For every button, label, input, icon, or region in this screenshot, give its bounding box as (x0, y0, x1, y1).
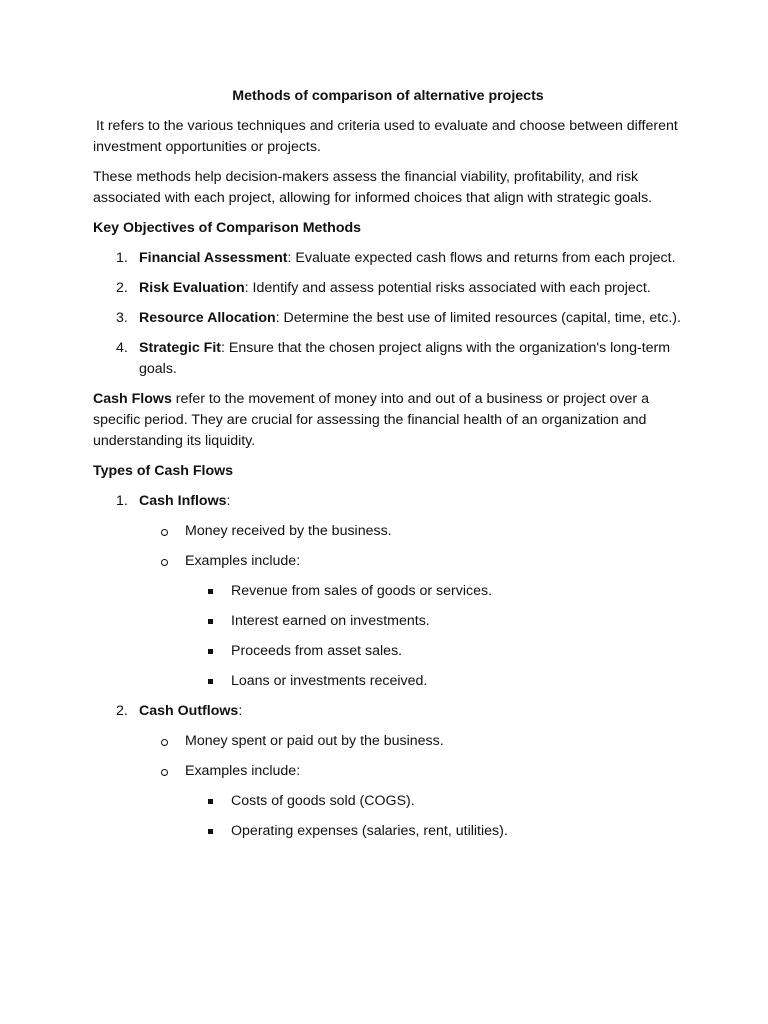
example-item (185, 611, 683, 632)
list-number: 2. (116, 703, 128, 719)
list-number: 4. (116, 340, 128, 356)
cashflows-paragraph (93, 389, 683, 452)
example-item (185, 581, 683, 602)
example-item (185, 671, 683, 692)
circle-bullet-icon (161, 769, 168, 776)
square-bullet-icon (208, 649, 213, 654)
sublist-text: Money spent or paid out by the business. (185, 733, 444, 749)
objective-text: : Ensure that the chosen project aligns with the organization's long-term goals. (139, 340, 671, 377)
sublist-text: Examples include: (185, 763, 301, 779)
cashflows-term: Cash Flows (93, 391, 172, 407)
objective-item (93, 278, 683, 299)
inflows-examples-list (185, 581, 683, 692)
cashflows-text: refer to the movement of money into and out of a business or project over a specific period. They are crucial for assessing the financial health of an organization and understanding its liquidity. (93, 391, 649, 449)
objective-item (93, 338, 683, 380)
objectives-list (93, 248, 683, 380)
sublist-item (139, 521, 683, 542)
square-bullet-icon (208, 799, 213, 804)
example-text: Costs of goods sold (COGS). (231, 793, 415, 809)
example-text: Loans or investments received. (231, 673, 428, 689)
objective-term: Resource Allocation (139, 310, 276, 326)
list-number: 2. (116, 280, 128, 296)
sublist-text: Money received by the business. (185, 523, 392, 539)
type-colon: : (238, 703, 243, 719)
objectives-heading: Key Objectives of Comparison Methods (93, 220, 362, 236)
example-text: Proceeds from asset sales. (231, 643, 403, 659)
objective-term: Strategic Fit (139, 340, 221, 356)
example-text: Operating expenses (salaries, rent, utilities). (231, 823, 508, 839)
objective-text: : Evaluate expected cash flows and returns from each project. (287, 250, 676, 266)
inflows-sublist (139, 521, 683, 692)
objective-text: : Determine the best use of limited resources (capital, time, etc.). (275, 310, 681, 326)
sublist-text: Examples include: (185, 553, 301, 569)
circle-bullet-icon (161, 559, 168, 566)
objective-term: Financial Assessment (139, 250, 288, 266)
sublist-item (139, 761, 683, 842)
example-text: Interest earned on investments. (231, 613, 430, 629)
example-item (185, 821, 683, 842)
type-item-outflows (93, 701, 683, 842)
outflows-sublist (139, 731, 683, 842)
sublist-item (139, 551, 683, 692)
example-text: Revenue from sales of goods or services. (231, 583, 493, 599)
square-bullet-icon (208, 589, 213, 594)
types-heading: Types of Cash Flows (93, 463, 234, 479)
document-page (93, 86, 683, 851)
list-number: 1. (116, 250, 128, 266)
type-item-inflows (93, 491, 683, 692)
square-bullet-icon (208, 679, 213, 684)
outflows-examples-list (185, 791, 683, 842)
square-bullet-icon (208, 829, 213, 834)
objective-term: Risk Evaluation (139, 280, 245, 296)
type-colon: : (226, 493, 231, 509)
types-list (93, 491, 683, 842)
example-item (185, 641, 683, 662)
type-term: Cash Inflows (139, 493, 227, 509)
square-bullet-icon (208, 619, 213, 624)
sublist-item (139, 731, 683, 752)
objective-text: : Identify and assess potential risks associated with each project. (244, 280, 651, 296)
list-number: 1. (116, 493, 128, 509)
objective-item (93, 248, 683, 269)
objective-item (93, 308, 683, 329)
intro-paragraph-2: These methods help decision-makers assess the financial viability, profitability, and risk associated with each project, allowing for informed choices that align with strategic goals. (93, 169, 653, 206)
example-item (185, 791, 683, 812)
intro-paragraph-1: It refers to the various techniques and criteria used to evaluate and choose between different investment opportunities or projects. (93, 118, 678, 155)
document-title: Methods of comparison of alternative projects (232, 88, 544, 104)
circle-bullet-icon (161, 529, 168, 536)
type-term: Cash Outflows (139, 703, 239, 719)
circle-bullet-icon (161, 739, 168, 746)
list-number: 3. (116, 310, 128, 326)
